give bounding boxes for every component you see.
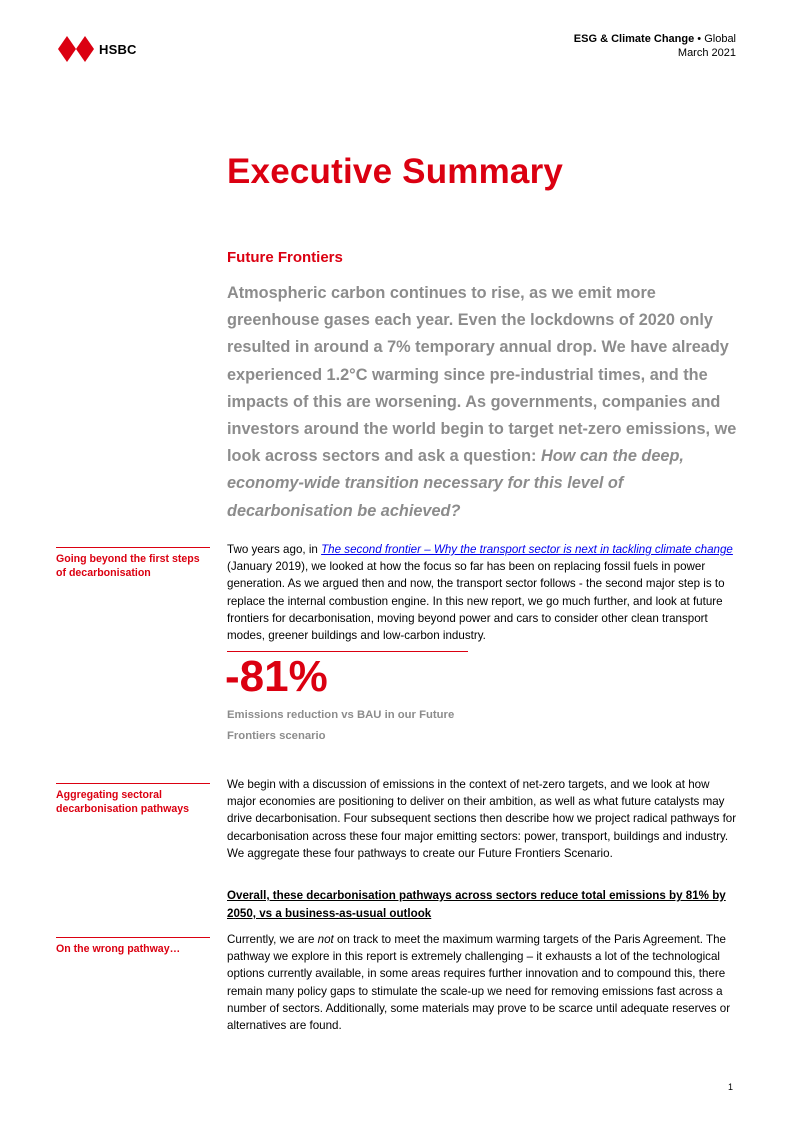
lead-text: Atmospheric carbon continues to rise, as we emit more greenhouse gases each year. Even the lockdowns of 2020 only resulted in around a 7% temporary annual drop. We have already experienced 1.2°C warming since pre-industrial times, and the impacts of this are worsening. As governments, companies and investors around the world begin to target net-zero emissions, we look across sectors and ask a question: bbox=[227, 284, 737, 466]
body-text: (January 2019), we looked at how the focus so far has been on replacing fossil fuels in power generation. As we argued then and now, the transport sector follows - the second major step is to replace the internal combustion engine. In this new report, we go much further, and look at future frontiers for decarbonisation, moving beyond power and cars to consider other clean transport modes, greener buildings and low-carbon industry. bbox=[227, 560, 725, 643]
section-first-steps-text bbox=[227, 541, 739, 644]
page-number: 1 bbox=[728, 1082, 734, 1092]
report-header bbox=[574, 32, 736, 60]
section-aggregating-text: We begin with a discussion of emissions in the context of net-zero targets, and we look at how major economies are positioning to deliver on their ambition, as well as what future catalysts may drive decarbonisation. Four subsequent sections then describe how we project radical pathways for decarbonisation across these four major emitting sectors: power, transport, buildings and industry. We aggregate these four pathways to create our Future Frontiers Scenario. bbox=[227, 778, 737, 860]
emphasis-not: not bbox=[317, 933, 334, 946]
lead-paragraph bbox=[227, 280, 747, 525]
report-category: ESG & Climate Change bbox=[573, 33, 695, 45]
section-wrong-pathway-text bbox=[227, 931, 739, 1034]
brand-name: HSBC bbox=[99, 41, 137, 57]
body-text: Two years ago, in bbox=[227, 543, 322, 556]
body-text: on track to meet the maximum warming targets of the Paris Agreement. The pathway we explore in this report is extremely challenging – it exhausts a lot of the technological options currently available, in some areas requires further innovation and to compound this, there remain many policy gaps to stimulate the scale-up we need for removing emissions fast across a number of sectors. Additionally, some materials may prove to be scarce until adequate reserves or alternatives are found. bbox=[227, 933, 731, 1033]
bullet-separator: • bbox=[697, 33, 702, 45]
section-subtitle: Future Frontiers bbox=[227, 249, 343, 266]
sidebar-heading-wrong-pathway: On the wrong pathway… bbox=[56, 937, 210, 956]
report-link[interactable]: The second frontier – Why the transport sector is next in tackling climate change bbox=[321, 543, 733, 556]
page-title: Executive Summary bbox=[227, 152, 564, 191]
stat-caption: Emissions reduction vs BAU in our Future Frontiers scenario bbox=[227, 709, 455, 742]
sidebar-heading-first-steps: Going beyond the first steps of decarbonisation bbox=[56, 547, 210, 580]
stat-value: -81% bbox=[225, 652, 328, 701]
hsbc-logo bbox=[58, 36, 137, 62]
report-date: March 2021 bbox=[677, 47, 736, 59]
sidebar-heading-aggregating: Aggregating sectoral decarbonisation pathways bbox=[56, 783, 210, 816]
lead-question: How can the deep, economy-wide transition necessary for this level of decarbonisation be achieved? bbox=[227, 447, 684, 520]
hsbc-hexagon-icon bbox=[58, 36, 94, 62]
body-text: Currently, we are bbox=[227, 933, 318, 946]
report-region: Global bbox=[704, 33, 736, 45]
key-finding: Overall, these decarbonisation pathways across sectors reduce total emissions by 81% by 2050, vs a business-as-usual outlook bbox=[227, 889, 726, 920]
